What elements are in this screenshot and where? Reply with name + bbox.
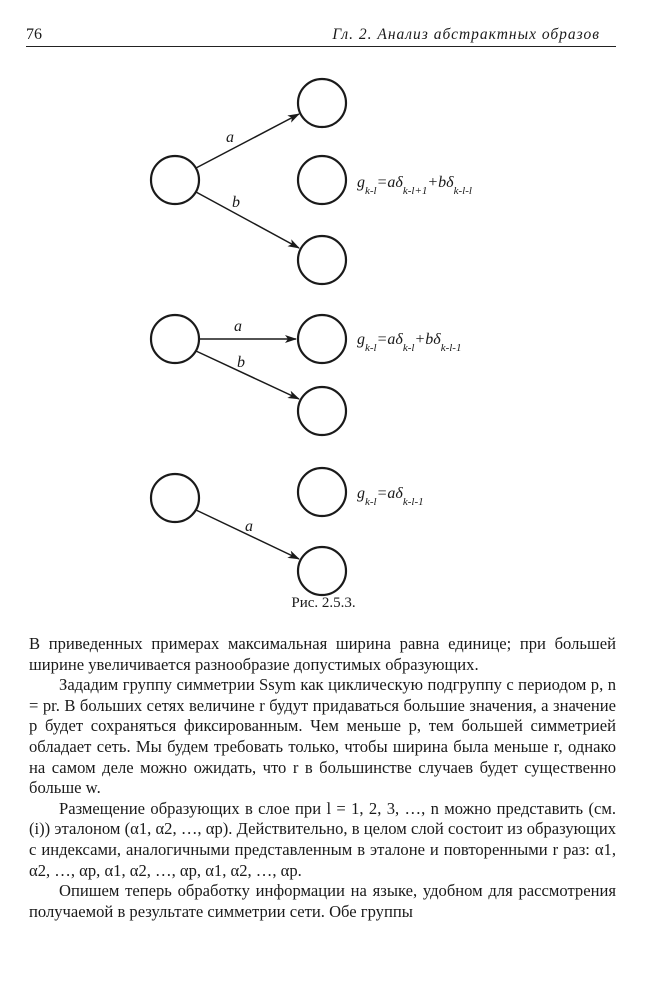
node-middle-right-p1 bbox=[298, 156, 346, 204]
node-left-p1 bbox=[151, 156, 199, 204]
edge-label-b-p2: b bbox=[237, 354, 245, 371]
edge-b-p2 bbox=[196, 351, 299, 399]
paragraph-3: Размещение образующих в слое при l = 1, 2, 3, …, n можно представить (см. (i)) эталоном (α1, α2, …, αp). Действительно, в целом слой состоит из образующих с индексами, аналогичными представленным в эталоне и повторенными r раз: α1, α2, …, αp, α1, α2, …, αp, α1, α2, …, αp. bbox=[29, 798, 616, 880]
node-lower-right-p3 bbox=[298, 547, 346, 595]
formula-p2: $g_{k-l}=a\delta_{k-l}+b\delta_{k-l-1}$ bbox=[357, 331, 462, 354]
node-middle-right-p3 bbox=[298, 468, 346, 516]
page-number: 76 bbox=[26, 26, 42, 43]
edge-label-a-p1: a bbox=[226, 129, 234, 146]
paragraph-4: Опишем теперь обработку информации на языке, удобном для рассмотрения получаемой в результате симметрии сети. Обе группы bbox=[29, 881, 616, 921]
edge-b-p1 bbox=[196, 192, 299, 248]
formula-p3: $g_{k-l}=a\delta_{k-l-1}$ bbox=[357, 485, 424, 508]
node-middle-right-p2 bbox=[298, 315, 346, 363]
paragraph-2: Зададим группу симметрии Ssym как циклическую подгруппу с периодом p, n = pr. В больших сетях величине r будут придаваться большие значения, а значение p будет сохраняться фиксированным. Чем меньше p, тем большей симметрией обладает сеть. Мы будем требовать только, чтобы ширина была меньше r, однако на самом деле можно ожидать, что r в большинстве случаев будет существенно больше w. bbox=[29, 675, 616, 798]
node-left-p3 bbox=[151, 474, 199, 522]
node-lower-right-p1 bbox=[298, 236, 346, 284]
edge-label-a-p2: a bbox=[234, 318, 242, 335]
running-head: Гл. 2. Анализ абстрактных образов bbox=[332, 26, 600, 43]
edge-a-p1 bbox=[196, 114, 299, 168]
formula-p1: $g_{k-l}=a\delta_{k-l+1}+b\delta_{k-l-l}$ bbox=[357, 174, 472, 197]
node-upper-right-p1 bbox=[298, 79, 346, 127]
node-left-p2 bbox=[151, 315, 199, 363]
paragraph-1: В приведенных примерах максимальная ширина равна единице; при большей ширине увеличивается разнообразие допустимых образующих. bbox=[29, 634, 616, 674]
edge-label-a-p3: a bbox=[245, 518, 253, 535]
edge-label-b-p1: b bbox=[232, 194, 240, 211]
body-text bbox=[29, 634, 616, 922]
figure-caption: Рис. 2.5.3. bbox=[291, 595, 356, 611]
node-lower-right-p2 bbox=[298, 387, 346, 435]
